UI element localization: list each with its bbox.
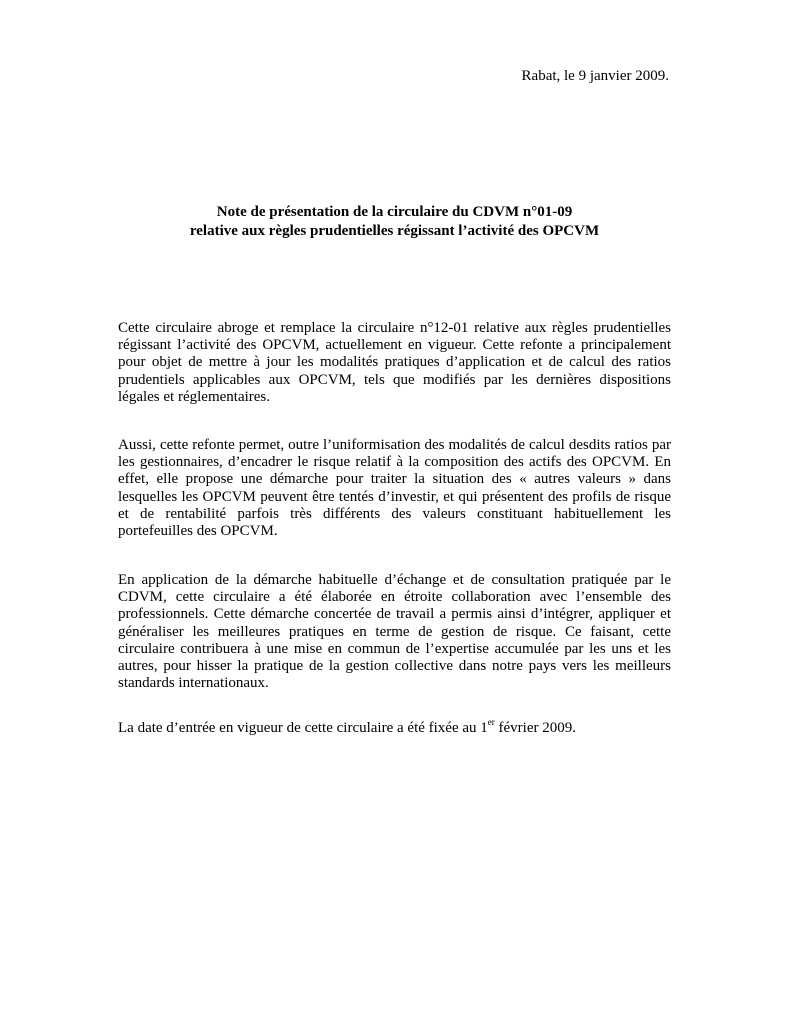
paragraph-2: Aussi, cette refonte permet, outre l’uniformisation des modalités de calcul desdits ratios par les gestionnaires, d’encadrer le risque relatif à la composition des actifs des OPCVM. En effet, elle propose une démarche pour traiter la situation des « autres valeurs » dans lesquelles les OPCVM peuvent être tentés d’investir, et qui présentent des profils de risque et de rentabilité parfois très différents des valeurs constituant habituellement les portefeuilles des OPCVM.	[118, 437, 671, 540]
paragraph-3: En application de la démarche habituelle d’échange et de consultation pratiquée par le CDVM, cette circulaire a été élaborée en étroite collaboration avec l’ensemble des professionnels. Cette démarche concertée de travail a permis ainsi d’intégrer, appliquer et généraliser les meilleures pratiques en terme de gestion de risque. Ce faisant, cette circulaire contribuera à une mise en commun de l’expertise accumulée par les uns et les autres, pour hisser la pratique de la gestion collective dans notre pays vers les meilleurs standards internationaux.	[118, 572, 671, 692]
paragraph-4	[118, 717, 671, 737]
paragraph-4-text-end: février 2009.	[494, 720, 576, 736]
date-line: Rabat, le 9 janvier 2009.	[521, 68, 669, 84]
title-line-1: Note de présentation de la circulaire du CDVM n°01-09	[216, 204, 573, 220]
title-line-2: relative aux règles prudentielles régissant l’activité des OPCVM	[189, 223, 600, 239]
paragraph-1: Cette circulaire abroge et remplace la circulaire n°12-01 relative aux règles prudentielles régissant l’activité des OPCVM, actuellement en vigueur. Cette refonte a principalement pour objet de mettre à jour les modalités pratiques d’application et de calcul des ratios prudentiels applicables aux OPCVM, tels que modifiés par les dernières dispositions légales et réglementaires.	[118, 320, 671, 405]
paragraph-4-text-start: La date d’entrée en vigueur de cette circulaire a été fixée au 1	[118, 720, 488, 736]
document-title	[118, 203, 671, 241]
paragraph-4-ordinal-suffix: er	[487, 717, 495, 727]
